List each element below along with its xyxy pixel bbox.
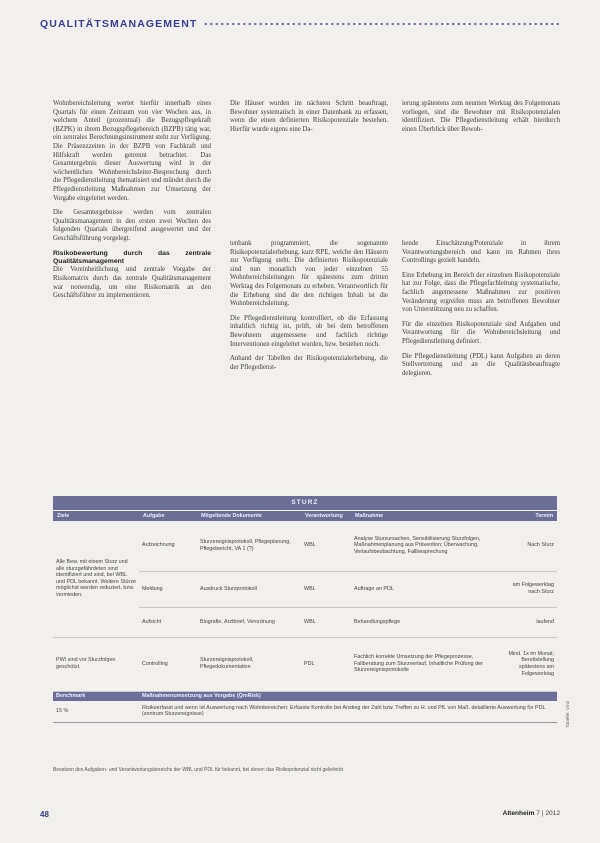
table-row (53, 637, 557, 691)
page-number: 48 (40, 810, 49, 819)
table-header-row (53, 511, 557, 522)
date-cell: Mind. 1x im Monat; Bereitstellung spätestens am Folgewerktag (497, 637, 557, 691)
task-cell: Aufsicht (139, 607, 197, 637)
paragraph: Wohnbereichsleitung wertet hierfür innerhalb eines Quartals für einen Zeitraum von vier Wochen aus, in welchem Anteil (prozentual) die Bezugspflegekraft (BZPK) in ihrem Bezugspflegebereich (BZPB) tätig war, ein zentrales Berechnungsinstrument steht zur Verfügung. Die Präsenzzeiten in der BZPB von Fachkraft und Hilfskraft werden getrennt betrachtet. Das Gesamtergebnis dieser Auswertung wird in der wöchentlichen Wohnbereichsleiter-Besprechung durch die Pflegedienstleitung thematisiert und mündet durch die Pflegedienstleitung Maßnahmen zur Umsetzung der Vorgabe eingeleitet werden. (53, 100, 211, 202)
paragraph: tenbank programmiert, die sogenannte Risikopotenzialerhebung, kurz RPE, welche den Häusern zur Verfügung steht. Die definierten Risikopotenziale sind nun monatlich von jeder einzelnen 55 Wohnbereichsleitungen für spätestens zum dritten Werktag des Folgemonats zu erheben. Verantwortlich für die Erhebung sind die den richtigen Inhalt ist die Wohnbereichsleitung. (230, 240, 388, 308)
paragraph: Eine Erhebung im Bereich der einzelnen Risikopotenziale hat zur Folge, dass die Pflegefachleitung systematische, fachlich angemessene Maßnahmen zur positiven Veränderung ergreifen muss am betroffenen Bewohner von Unterstützung neu zu schaffen. (402, 271, 560, 314)
measure-cell: Auftrage an PDL (351, 571, 497, 607)
fall-risk-table (53, 496, 557, 723)
benchmark-row (53, 701, 557, 723)
header-dotted-rule (203, 22, 560, 26)
date-cell: am Folgewerktag nach Sturz (497, 571, 557, 607)
table-title: STURZ (53, 496, 557, 511)
task-cell: Meldung (139, 571, 197, 607)
paragraph: Die Häuser wurden im nächsten Schritt beauftragt, Bewohner systematisch in einer Datenbank zu erfassen, wenn die einen definierten Risikopotenziale bestehen. Hierfür wurde eigens eine Da- (230, 100, 388, 133)
paragraph: ierung spätestens zum neunten Werktag des Folgemonats vorliegen, sind die Bewohner mit Risikopotenzialen identifiziert. Die Pflegedienstleitung erhält hierdurch einen Überblick über Bewoh- (402, 100, 560, 133)
text-column-3-top (402, 100, 560, 140)
date-cell: laufend (497, 607, 557, 637)
subheading: Risikobewertung durch das zentrale Qualitätsmanagement (53, 249, 211, 265)
docs-cell: Sturzereignisprotokoll, Pflegeplanung, Pflegebericht, VA 1 (?) (197, 521, 301, 571)
table-row (53, 521, 557, 571)
resp-cell: WBL (301, 521, 351, 571)
text-column-2-bottom (230, 240, 388, 378)
column-header: Aufgabe (139, 511, 197, 522)
text-column-2-top (230, 100, 388, 140)
image-credit: Tabelle: Vinz (566, 700, 571, 728)
paragraph: Die Vereinheitlichung und zentrale Vorgabe der Risikomatrix durch das zentrale Qualitätsmanagement war notwendig, um eine Risikomatrik an den Geschäftsführer zu implementieren. (53, 266, 211, 300)
paragraph: Die Gesamtergebnisse werden vom zentralen Qualitätsmanagement in den ersten zwei Wochen des folgenden Quartals übergreifend ausgewertet und der Geschäftsführung vorgelegt. (53, 209, 211, 242)
resp-cell: WBL (301, 571, 351, 607)
goal-cell: PWI sind vor Sturzfolgen geschützt. (53, 637, 139, 691)
resp-cell: PDL (301, 637, 351, 691)
resp-cell: WBL (301, 607, 351, 637)
journal-issue: 7 | 2012 (536, 810, 560, 817)
measure-cell: Fachlich korrekte Umsetzung der Pflegeprozesse, Fallberatung zum Sturzverlauf, Inhaltliche Prüfung der Sturzereignisprotokolle (351, 637, 497, 691)
docs-cell: Sturzereignisprotokoll, Pflegedokumentation (197, 637, 301, 691)
task-cell: Aufzeichnung (139, 521, 197, 571)
docs-cell: Ausdruck Sturzprotokoll (197, 571, 301, 607)
benchmark-text: Risikoerfasst und wenn Ist Auswertung nach Wohnbereichen: Erfasste Kontrolle bei Anstieg der Zahl bzw. Treffen zu H. und PfL von Maß. detaillierte Auswertung für PDL (zentrum Sturzereignisse) (139, 701, 557, 723)
date-cell: Nach Sturz (497, 521, 557, 571)
paragraph: Die Pflegedienstleitung (PDL) kann Aufgaben an deren Stellvertretung und an die Qualitätsbeauftragte delegieren. (402, 352, 560, 377)
measure-cell: Analyse Sturzursachen, Sensibilisierung Sturzfolgen, Maßnahmenplanung aus Prävention; Überwachung, Verlaufsbeobachtung, Fallbesprechung (351, 521, 497, 571)
measure-cell: Behandlungspflege (351, 607, 497, 637)
column-header: Benchmark (53, 691, 139, 701)
column-header: Mitgeltende Dokumente (197, 511, 301, 522)
column-header: Termin (497, 511, 557, 522)
journal-name: Altenheim (502, 810, 535, 817)
section-header (40, 17, 560, 31)
text-column-3-bottom (402, 240, 560, 384)
benchmark-header-row (53, 691, 557, 701)
column-header: Maßnahme (351, 511, 497, 522)
paragraph: Anhand der Tabellen der Risikopotenzialerhebung, die der Pflegedienst- (230, 355, 388, 371)
section-title: QUALITÄTSMANAGEMENT (40, 18, 198, 30)
column-header: Verantwortung (301, 511, 351, 522)
task-cell: Controlling (139, 637, 197, 691)
column-header: Ziele (53, 511, 139, 522)
goal-cell: Alle Bew. mit einem Sturz und alle sturzgefährdeten sind identifiziert und sind, bei WBL und PDL bekannt. Weitere Stürze möglichst werden reduziert, bzw. vermieden. (53, 521, 139, 637)
table-footnote: Besetzen des Aufgaben- und Verantwortungsbereichs der WBL und PDL für bekannt, bei denen das Risikopotenzial nicht gelieferbt (53, 767, 344, 773)
column-header: Maßnahmenumsetzung aus Vorgabe (QmRisk) (139, 691, 557, 701)
paragraph: hende Einschätzung/Potenziale in ihrem Verantwortungsbereich und kann im Rahmen ihres Controllings gezielt handeln. (402, 240, 560, 265)
journal-info (503, 810, 560, 817)
benchmark-value: 15 % (53, 701, 139, 723)
text-column-1 (53, 100, 211, 307)
docs-cell: Biografie, Arztbrief, Verordnung (197, 607, 301, 637)
paragraph: Für die einzelnen Risikopotenziale sind Aufgaben und Verantwortung für die Wohnbereichsleitung und Pflegedienstleitung definiert. (402, 320, 560, 345)
paragraph: Die Pflegedienstleitung kontrolliert, ob die Erfassung inhaltlich richtig ist, prüft, ob bei dem betroffenen Bewohnern angemessene und fachlich richtige Interventionen eingeleitet wurden, bzw. bestehen noch. (230, 314, 388, 348)
